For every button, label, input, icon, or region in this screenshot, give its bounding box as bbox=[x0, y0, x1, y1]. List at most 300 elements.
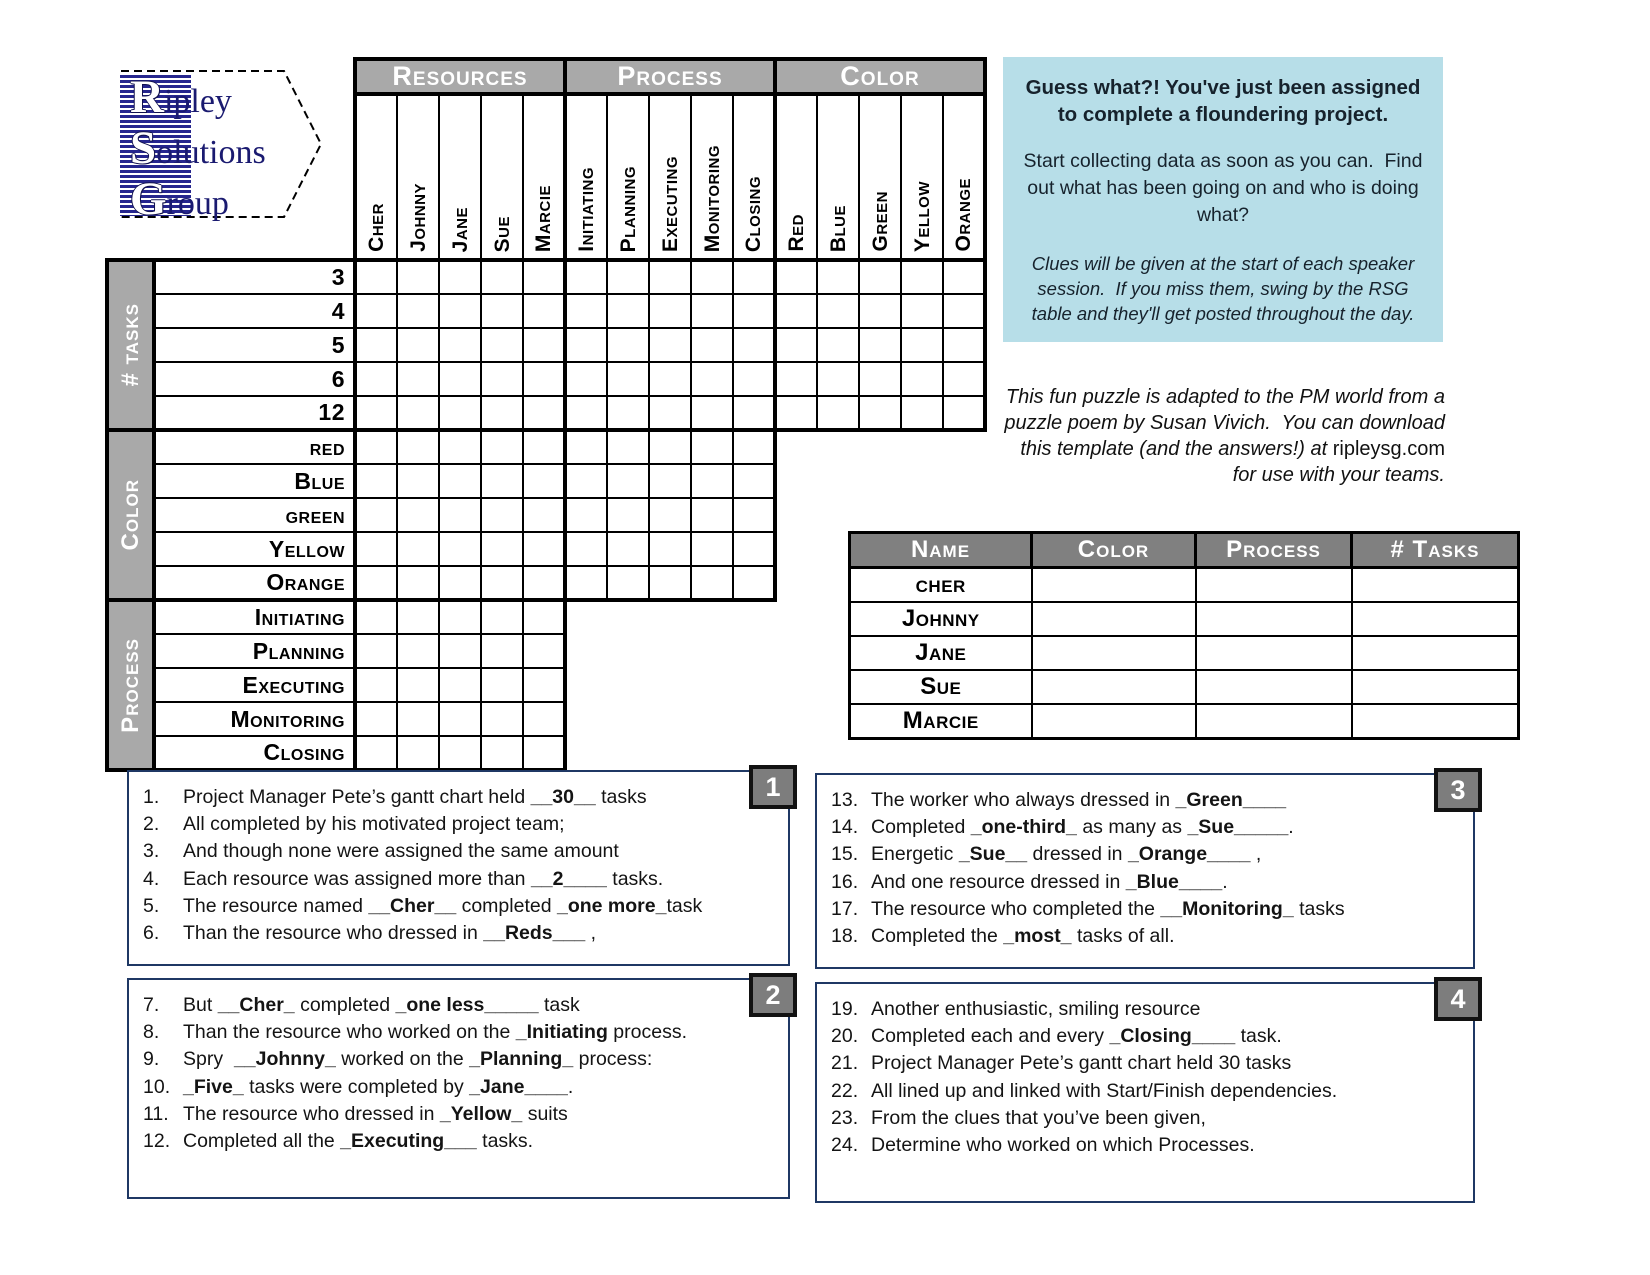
grid-cell[interactable] bbox=[481, 362, 523, 396]
grid-cell[interactable] bbox=[355, 294, 397, 328]
clue-text bbox=[183, 893, 702, 920]
grid-cell[interactable] bbox=[439, 464, 481, 498]
grid-column-label bbox=[439, 94, 481, 260]
grid-cell[interactable] bbox=[523, 702, 565, 736]
clue-text bbox=[183, 838, 619, 865]
grid-cell[interactable] bbox=[481, 634, 523, 668]
clue-text bbox=[871, 1105, 1206, 1132]
clue-number: 17. bbox=[831, 897, 859, 920]
grid-row-label: 12 bbox=[154, 396, 355, 430]
grid-cell[interactable] bbox=[355, 668, 397, 702]
grid-cell[interactable] bbox=[565, 328, 607, 362]
clue-number: 5. bbox=[143, 894, 160, 917]
grid-row-group-label-0 bbox=[107, 260, 154, 430]
grid-cell[interactable] bbox=[691, 532, 733, 566]
clue-number: 9. bbox=[143, 1048, 160, 1071]
grid-cell[interactable] bbox=[397, 668, 439, 702]
grid-cell[interactable] bbox=[859, 362, 901, 396]
clue-segment: _one-third_ bbox=[970, 816, 1077, 839]
grid-cell[interactable] bbox=[859, 396, 901, 430]
clue-segment: . bbox=[1222, 870, 1228, 893]
grid-cell[interactable] bbox=[397, 566, 439, 600]
clue-box-3 bbox=[815, 773, 1475, 969]
grid-cell[interactable] bbox=[523, 634, 565, 668]
grid-cell[interactable] bbox=[523, 464, 565, 498]
grid-row-label: Monitoring bbox=[154, 702, 355, 736]
grid-cell[interactable] bbox=[481, 328, 523, 362]
clue-number: 13. bbox=[831, 789, 859, 811]
grid-column-label-text: Yellow bbox=[910, 180, 934, 252]
clue-item bbox=[143, 1128, 780, 1155]
answer-cell[interactable] bbox=[1032, 704, 1196, 739]
grid-column-label bbox=[607, 94, 649, 260]
grid-row-group-label-text: # tasks bbox=[116, 303, 144, 387]
logo-rest: olutions bbox=[156, 134, 266, 171]
grid-cell[interactable] bbox=[649, 362, 691, 396]
grid-cell[interactable] bbox=[439, 736, 481, 770]
grid-row-label: Executing bbox=[154, 668, 355, 702]
grid-cell[interactable] bbox=[565, 430, 607, 464]
grid-row-label: 6 bbox=[154, 362, 355, 396]
clue-item bbox=[831, 1105, 1465, 1132]
grid-cell[interactable] bbox=[733, 294, 775, 328]
answer-cell[interactable] bbox=[1032, 602, 1196, 636]
answer-cell[interactable] bbox=[1352, 568, 1519, 603]
answer-row-name: Marcie bbox=[850, 704, 1032, 739]
grid-cell[interactable] bbox=[691, 362, 733, 396]
grid-cell[interactable] bbox=[565, 396, 607, 430]
grid-cell[interactable] bbox=[523, 294, 565, 328]
grid-cell[interactable] bbox=[439, 668, 481, 702]
grid-cell[interactable] bbox=[901, 362, 943, 396]
grid-cell[interactable] bbox=[523, 736, 565, 770]
grid-cell[interactable] bbox=[733, 396, 775, 430]
answer-cell[interactable] bbox=[1352, 602, 1519, 636]
grid-cell[interactable] bbox=[481, 430, 523, 464]
answer-cell[interactable] bbox=[1032, 636, 1196, 670]
clue-box-4-badge: 4 bbox=[1434, 977, 1482, 1021]
grid-cell[interactable] bbox=[523, 362, 565, 396]
grid-cell[interactable] bbox=[607, 498, 649, 532]
grid-cell[interactable] bbox=[397, 600, 439, 634]
grid-cell[interactable] bbox=[565, 498, 607, 532]
grid-cell[interactable] bbox=[607, 396, 649, 430]
grid-cell[interactable] bbox=[439, 702, 481, 736]
clue-segment: task bbox=[666, 894, 703, 917]
clue-item bbox=[831, 923, 1465, 950]
grid-cell[interactable] bbox=[523, 566, 565, 600]
grid-cell[interactable] bbox=[565, 260, 607, 294]
grid-cell[interactable] bbox=[397, 294, 439, 328]
clue-item bbox=[143, 838, 780, 865]
clue-number: 6. bbox=[143, 922, 160, 945]
grid-column-label bbox=[859, 94, 901, 260]
grid-column-label bbox=[943, 94, 985, 260]
clue-number: 24. bbox=[831, 1134, 859, 1157]
grid-cell[interactable] bbox=[691, 396, 733, 430]
clue-text bbox=[183, 1046, 652, 1073]
grid-cell[interactable] bbox=[397, 702, 439, 736]
grid-cell[interactable] bbox=[481, 702, 523, 736]
grid-cell[interactable] bbox=[943, 260, 985, 294]
grid-cell[interactable] bbox=[691, 498, 733, 532]
clue-segment: _Five_ bbox=[183, 1075, 244, 1098]
grid-cell[interactable] bbox=[481, 532, 523, 566]
grid-cell[interactable] bbox=[523, 498, 565, 532]
clue-list-1 bbox=[143, 784, 780, 947]
clue-segment: completed bbox=[294, 994, 396, 1016]
grid-cell[interactable] bbox=[943, 294, 985, 328]
grid-corner bbox=[107, 59, 355, 260]
clue-segment: __Cher__ bbox=[368, 894, 457, 917]
clue-item bbox=[143, 866, 780, 893]
answer-row-name: Sue bbox=[850, 670, 1032, 704]
grid-cell[interactable] bbox=[649, 260, 691, 294]
clue-segment: _most_ bbox=[1003, 925, 1072, 948]
grid-cell[interactable] bbox=[775, 328, 817, 362]
grid-cell[interactable] bbox=[691, 260, 733, 294]
clue-text bbox=[871, 787, 1286, 814]
grid-column-label-text: Johnny bbox=[406, 183, 430, 252]
grid-column-label bbox=[733, 94, 775, 260]
grid-cell[interactable] bbox=[397, 634, 439, 668]
grid-cell[interactable] bbox=[523, 600, 565, 634]
grid-cell[interactable] bbox=[481, 464, 523, 498]
grid-cell[interactable] bbox=[397, 328, 439, 362]
grid-cell[interactable] bbox=[607, 532, 649, 566]
clue-segment: __2____ bbox=[530, 867, 607, 890]
clue-item bbox=[831, 896, 1465, 923]
grid-cell[interactable] bbox=[397, 260, 439, 294]
grid-cell[interactable] bbox=[355, 464, 397, 498]
grid-column-label bbox=[649, 94, 691, 260]
answer-header-color: Color bbox=[1032, 533, 1196, 568]
grid-cell[interactable] bbox=[733, 362, 775, 396]
answer-cell[interactable] bbox=[1196, 704, 1352, 739]
grid-cell[interactable] bbox=[523, 396, 565, 430]
grid-cell[interactable] bbox=[355, 260, 397, 294]
grid-cell[interactable] bbox=[733, 464, 775, 498]
grid-cell[interactable] bbox=[817, 362, 859, 396]
grid-cell[interactable] bbox=[817, 294, 859, 328]
logo-rest: roup bbox=[166, 185, 229, 222]
answer-cell[interactable] bbox=[1352, 704, 1519, 739]
answer-cell[interactable] bbox=[1196, 602, 1352, 636]
logo-initial: S bbox=[130, 122, 157, 174]
grid-cell[interactable] bbox=[481, 498, 523, 532]
clue-text bbox=[871, 841, 1261, 868]
clue-text bbox=[871, 1023, 1282, 1050]
grid-cell[interactable] bbox=[607, 362, 649, 396]
grid-cell[interactable] bbox=[901, 294, 943, 328]
grid-column-label-text: Orange bbox=[952, 178, 975, 252]
clue-number: 18. bbox=[831, 925, 859, 948]
clue-segment: Determine who worked on which Processes. bbox=[871, 1134, 1255, 1157]
grid-cell[interactable] bbox=[691, 566, 733, 600]
answer-cell[interactable] bbox=[1352, 670, 1519, 704]
clue-text bbox=[183, 784, 647, 811]
grid-cell[interactable] bbox=[859, 294, 901, 328]
clue-segment: Completed the bbox=[871, 925, 1004, 948]
grid-cell[interactable] bbox=[649, 566, 691, 600]
clue-number: 21. bbox=[831, 1052, 859, 1075]
clue-text bbox=[183, 1101, 568, 1128]
clue-item bbox=[143, 784, 780, 811]
grid-cell[interactable] bbox=[649, 430, 691, 464]
clue-segment: dressed in bbox=[1027, 843, 1128, 866]
clue-segment: __Johnny_ bbox=[233, 1048, 336, 1071]
clue-text bbox=[871, 996, 1201, 1023]
clue-number: 8. bbox=[143, 1021, 160, 1044]
grid-cell[interactable] bbox=[733, 260, 775, 294]
grid-cell[interactable] bbox=[355, 736, 397, 770]
answer-cell[interactable] bbox=[1196, 670, 1352, 704]
clue-text bbox=[871, 869, 1228, 896]
grid-cell[interactable] bbox=[439, 328, 481, 362]
grid-cell[interactable] bbox=[607, 328, 649, 362]
clue-number: 1. bbox=[143, 786, 160, 808]
grid-cell[interactable] bbox=[901, 396, 943, 430]
grid-cell[interactable] bbox=[439, 362, 481, 396]
grid-cell[interactable] bbox=[397, 498, 439, 532]
callout-heading: Guess what?! You've just been assigned to complete a floundering project. bbox=[1025, 76, 1427, 126]
grid-row-label: green bbox=[154, 498, 355, 532]
grid-cell[interactable] bbox=[355, 498, 397, 532]
grid-cell[interactable] bbox=[355, 566, 397, 600]
clue-item bbox=[831, 1078, 1465, 1105]
grid-cell[interactable] bbox=[817, 396, 859, 430]
grid-cell[interactable] bbox=[397, 362, 439, 396]
grid-cell[interactable] bbox=[901, 260, 943, 294]
clue-segment: The resource who dressed in bbox=[183, 1102, 440, 1125]
grid-cell[interactable] bbox=[481, 566, 523, 600]
clue-number: 3. bbox=[143, 840, 160, 863]
grid-column-label bbox=[565, 94, 607, 260]
grid-cell[interactable] bbox=[649, 294, 691, 328]
clue-segment: _Closing____ bbox=[1109, 1025, 1236, 1048]
grid-row-label: 4 bbox=[154, 294, 355, 328]
grid-cell[interactable] bbox=[859, 328, 901, 362]
grid-cell[interactable] bbox=[355, 532, 397, 566]
grid-cell[interactable] bbox=[607, 566, 649, 600]
grid-column-label-text: Jane bbox=[448, 206, 472, 252]
grid-cell[interactable] bbox=[775, 396, 817, 430]
grid-cell[interactable] bbox=[355, 702, 397, 736]
clue-segment: _Yellow_ bbox=[439, 1102, 523, 1125]
answer-row-name: Johnny bbox=[850, 602, 1032, 636]
answer-cell[interactable] bbox=[1032, 670, 1196, 704]
clue-segment: task. bbox=[1235, 1025, 1282, 1048]
grid-cell[interactable] bbox=[439, 532, 481, 566]
clue-segment: __Cher_ bbox=[217, 994, 295, 1016]
grid-cell[interactable] bbox=[523, 328, 565, 362]
answer-cell[interactable] bbox=[1352, 636, 1519, 670]
clue-number: 12. bbox=[143, 1130, 171, 1153]
credit-segment: puzzle poem by Susan Vivich. You can download bbox=[1004, 412, 1445, 434]
grid-cell[interactable] bbox=[397, 464, 439, 498]
grid-cell[interactable] bbox=[481, 668, 523, 702]
grid-cell[interactable] bbox=[481, 396, 523, 430]
grid-cell[interactable] bbox=[523, 532, 565, 566]
grid-cell[interactable] bbox=[775, 294, 817, 328]
grid-cell[interactable] bbox=[439, 430, 481, 464]
clue-text bbox=[183, 992, 580, 1019]
clue-segment: Spry bbox=[183, 1048, 234, 1071]
grid-cell[interactable] bbox=[607, 464, 649, 498]
grid-cell[interactable] bbox=[607, 430, 649, 464]
grid-cell[interactable] bbox=[943, 362, 985, 396]
clue-number: 15. bbox=[831, 843, 859, 866]
grid-cell[interactable] bbox=[439, 294, 481, 328]
grid-column-label bbox=[691, 94, 733, 260]
grid-cell[interactable] bbox=[481, 600, 523, 634]
answer-cell[interactable] bbox=[1032, 568, 1196, 603]
grid-cell[interactable] bbox=[565, 362, 607, 396]
grid-cell[interactable] bbox=[565, 294, 607, 328]
clue-segment: tasks bbox=[1293, 897, 1345, 920]
grid-cell[interactable] bbox=[733, 532, 775, 566]
grid-cell[interactable] bbox=[439, 396, 481, 430]
grid-cell[interactable] bbox=[355, 600, 397, 634]
grid-cell[interactable] bbox=[397, 736, 439, 770]
grid-cell[interactable] bbox=[565, 464, 607, 498]
grid-cell[interactable] bbox=[481, 294, 523, 328]
clue-segment: _Blue____ bbox=[1125, 870, 1223, 893]
clue-segment: Than the resource who worked on the bbox=[183, 1021, 516, 1044]
grid-cell[interactable] bbox=[733, 498, 775, 532]
grid-cell[interactable] bbox=[355, 328, 397, 362]
grid-cell[interactable] bbox=[439, 260, 481, 294]
grid-cell[interactable] bbox=[397, 396, 439, 430]
grid-cell[interactable] bbox=[817, 260, 859, 294]
grid-cell[interactable] bbox=[481, 260, 523, 294]
clue-number: 11. bbox=[143, 1102, 169, 1125]
clue-text bbox=[183, 1019, 687, 1046]
clue-item bbox=[831, 1132, 1465, 1159]
grid-cell[interactable] bbox=[355, 396, 397, 430]
grid-cell[interactable] bbox=[733, 328, 775, 362]
grid-cell[interactable] bbox=[859, 260, 901, 294]
clue-item bbox=[143, 1074, 780, 1101]
grid-cell[interactable] bbox=[733, 430, 775, 464]
grid-cell[interactable] bbox=[943, 396, 985, 430]
grid-cell[interactable] bbox=[649, 396, 691, 430]
grid-cell[interactable] bbox=[691, 430, 733, 464]
clue-segment: _Green____ bbox=[1175, 789, 1287, 811]
grid-cell[interactable] bbox=[649, 532, 691, 566]
grid-row-label: Initiating bbox=[154, 600, 355, 634]
clue-segment: Energetic bbox=[871, 843, 959, 866]
clue-segment: _Orange____ bbox=[1127, 843, 1251, 866]
clue-segment: The resource who completed the bbox=[871, 897, 1161, 920]
clue-box-4 bbox=[815, 982, 1475, 1203]
grid-column-label-text: Sue bbox=[490, 215, 514, 252]
grid-cell[interactable] bbox=[649, 328, 691, 362]
grid-cell[interactable] bbox=[775, 260, 817, 294]
logo-initial: G bbox=[130, 173, 167, 225]
clue-segment: All lined up and linked with Start/Finish dependencies. bbox=[871, 1079, 1338, 1102]
clue-list-3 bbox=[831, 787, 1465, 950]
grid-column-label bbox=[523, 94, 565, 260]
grid-column-label-text: Blue bbox=[826, 204, 850, 252]
grid-cell[interactable] bbox=[943, 328, 985, 362]
grid-cell[interactable] bbox=[355, 430, 397, 464]
clue-segment: __30__ bbox=[530, 786, 596, 808]
grid-cell[interactable] bbox=[439, 566, 481, 600]
grid-cell[interactable] bbox=[733, 566, 775, 600]
grid-cell[interactable] bbox=[439, 498, 481, 532]
answer-header-process: Process bbox=[1196, 533, 1352, 568]
clue-item bbox=[143, 811, 780, 838]
grid-cell[interactable] bbox=[523, 430, 565, 464]
grid-row-group-label-text: Color bbox=[116, 479, 144, 551]
grid-cell[interactable] bbox=[439, 634, 481, 668]
grid-cell[interactable] bbox=[901, 328, 943, 362]
grid-cell[interactable] bbox=[397, 430, 439, 464]
grid-cell[interactable] bbox=[355, 362, 397, 396]
clue-segment: Project Manager Pete’s gantt chart held 30 tasks bbox=[871, 1052, 1292, 1075]
clue-segment: . bbox=[1288, 816, 1294, 839]
answer-cell[interactable] bbox=[1196, 568, 1352, 603]
grid-cell[interactable] bbox=[355, 634, 397, 668]
clue-text bbox=[871, 1050, 1291, 1077]
grid-cell[interactable] bbox=[607, 294, 649, 328]
clue-segment: _Sue_____ bbox=[1187, 816, 1289, 839]
grid-cell[interactable] bbox=[523, 668, 565, 702]
credit-segment: This fun puzzle is adapted to the PM world from a bbox=[1005, 386, 1445, 408]
credit-line bbox=[985, 436, 1445, 462]
grid-cell[interactable] bbox=[607, 260, 649, 294]
clue-number: 16. bbox=[831, 870, 859, 893]
clue-segment: process: bbox=[573, 1048, 653, 1071]
grid-column-label bbox=[481, 94, 523, 260]
clue-segment: tasks of all. bbox=[1071, 925, 1175, 948]
clue-text bbox=[183, 1074, 573, 1101]
credit-segment: ripleysg.com bbox=[1332, 438, 1445, 460]
grid-cell[interactable] bbox=[691, 328, 733, 362]
grid-cell[interactable] bbox=[691, 464, 733, 498]
answer-cell[interactable] bbox=[1196, 636, 1352, 670]
grid-cell[interactable] bbox=[481, 736, 523, 770]
clue-segment: , bbox=[585, 922, 597, 945]
grid-cell[interactable] bbox=[523, 260, 565, 294]
grid-cell[interactable] bbox=[439, 600, 481, 634]
grid-cell[interactable] bbox=[397, 532, 439, 566]
clue-item bbox=[831, 787, 1465, 814]
answer-row-name: Jane bbox=[850, 636, 1032, 670]
grid-column-label-text: Monitoring bbox=[700, 144, 724, 252]
grid-cell[interactable] bbox=[565, 566, 607, 600]
clue-item bbox=[143, 1101, 780, 1128]
clue-segment: All completed by his motivated project team; bbox=[183, 813, 565, 836]
clue-segment: But bbox=[183, 994, 218, 1016]
clue-segment: Completed bbox=[871, 816, 971, 839]
grid-cell[interactable] bbox=[649, 464, 691, 498]
grid-row-label: red bbox=[154, 430, 355, 464]
grid-cell[interactable] bbox=[649, 498, 691, 532]
clue-box-1-badge: 1 bbox=[749, 765, 797, 809]
clue-segment: process. bbox=[607, 1021, 687, 1044]
grid-cell[interactable] bbox=[565, 532, 607, 566]
grid-cell[interactable] bbox=[817, 328, 859, 362]
callout-note: Clues will be given at the start of each speaker session. If you miss them, swing by the RSG table and they'll get posted throughout the day. bbox=[1031, 253, 1420, 324]
clue-segment: _one less_____ bbox=[395, 994, 539, 1016]
grid-column-label-text: Closing bbox=[742, 175, 765, 252]
grid-cell[interactable] bbox=[775, 362, 817, 396]
clue-segment: Another enthusiastic, smiling resource bbox=[871, 998, 1201, 1020]
answer-table bbox=[848, 531, 1520, 740]
grid-cell[interactable] bbox=[691, 294, 733, 328]
